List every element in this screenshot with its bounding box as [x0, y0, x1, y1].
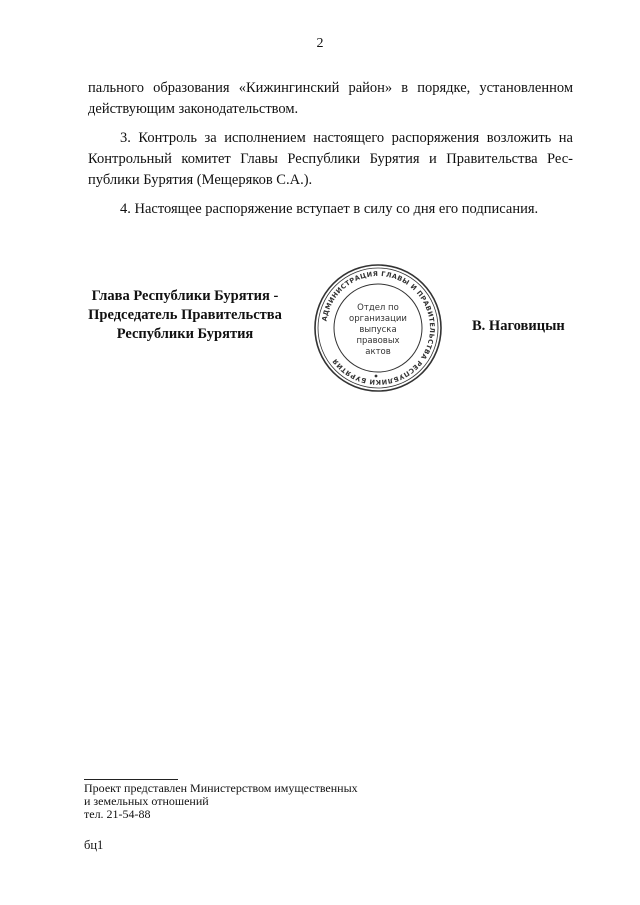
seal-ring-text: АДМИНИСТРАЦИЯ ГЛАВЫ И ПРАВИТЕЛЬСТВА РЕСПУБЛИКИ БУРЯТИЯ [320, 269, 437, 387]
paragraph-line: 4. Настоящее распоряжение вступает в силу со дня его подписания. [120, 201, 539, 217]
seal-center-line: выпуска [359, 325, 397, 335]
footer-note [84, 782, 358, 821]
paragraph-line: 3. Контроль за исполнением настоящего распоряжения возложить на [120, 130, 573, 146]
seal-dot [375, 375, 378, 378]
seal-center-line: организации [349, 314, 407, 324]
footer-note-line: тел. 21-54-88 [84, 807, 151, 821]
signatory-name: В. Наговицын [472, 318, 565, 334]
signatory-title-line: Глава Республики Бурятия - [91, 288, 279, 304]
seal-center-line: Отдел по [357, 303, 399, 313]
signatory-title-line: Председатель Правительства [88, 307, 282, 323]
paragraph-3-control [88, 128, 573, 191]
official-seal [312, 262, 444, 394]
paragraph-4-effective [88, 199, 573, 220]
signatory-title-line: Республики Бурятия [116, 326, 254, 342]
paragraph-line: действующим законодательством. [88, 101, 299, 117]
seal-center-line: актов [365, 347, 391, 357]
seal-center-line: правовых [356, 336, 400, 346]
paragraph-line: публики Бурятия (Мещеряков С.А.). [88, 172, 313, 188]
document-code: бц1 [84, 838, 104, 852]
footer-note-line: Проект представлен Министерством имущественных [84, 781, 358, 795]
signatory-title [80, 287, 290, 344]
paragraph-line: пального образования «Кижингинский район» в порядке, установленном [88, 80, 573, 96]
page-number: 2 [316, 36, 324, 51]
paragraph-1 [88, 78, 573, 120]
footer-divider [84, 779, 178, 780]
paragraph-line: Контрольный комитет Главы Республики Бурятия и Правительства Рес- [88, 151, 573, 167]
footer-note-line: и земельных отношений [84, 794, 209, 808]
